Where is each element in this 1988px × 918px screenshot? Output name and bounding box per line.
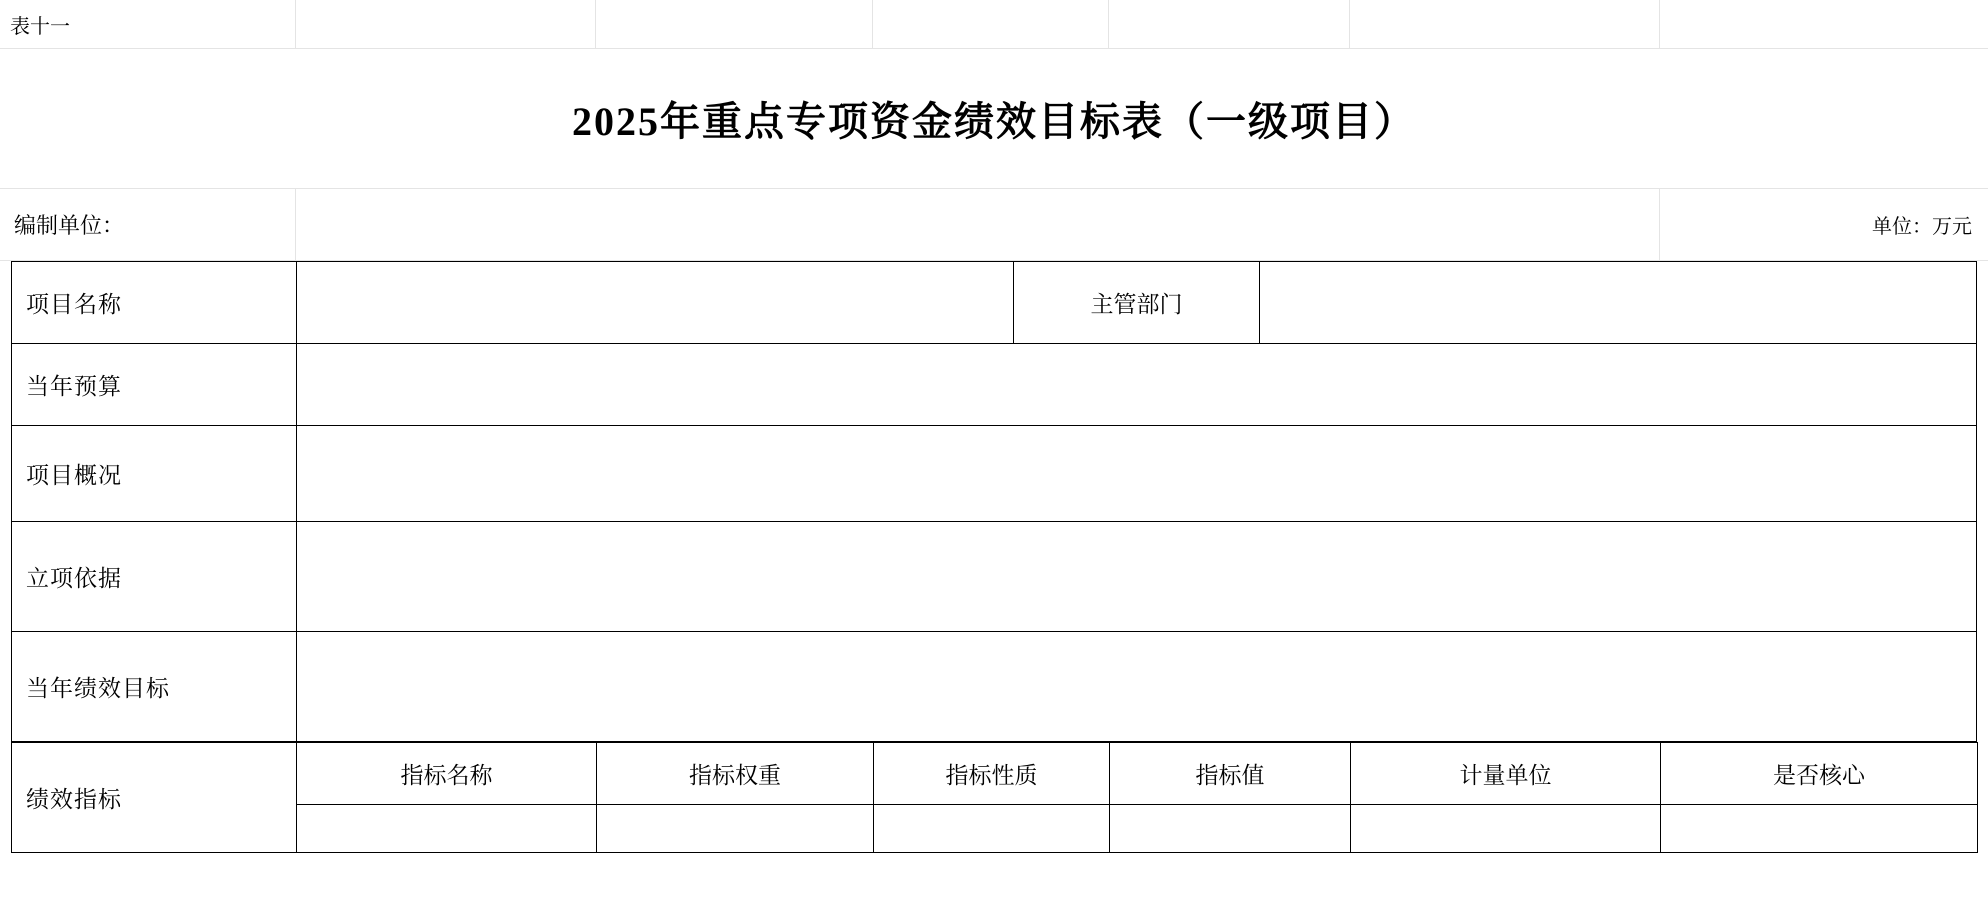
indicator-header-name: 指标名称 [297, 743, 597, 805]
unit-band [0, 189, 1988, 261]
dept-label: 主管部门 [1014, 262, 1260, 344]
indicator-header-unit: 计量单位 [1351, 743, 1661, 805]
grid-cell-d[interactable] [873, 0, 1109, 48]
compiling-unit-label: 编制单位： [0, 189, 296, 260]
overview-label: 项目概况 [12, 426, 297, 522]
goal-input[interactable] [297, 632, 1977, 742]
indicator-cell-name[interactable] [297, 805, 597, 853]
grid-cell-g[interactable] [1660, 0, 1988, 48]
sheet-tag-cell[interactable]: 表十一 [0, 0, 296, 48]
indicator-header-value: 指标值 [1110, 743, 1351, 805]
indicator-header-nature: 指标性质 [874, 743, 1110, 805]
budget-input[interactable] [297, 344, 1977, 426]
project-name-label: 项目名称 [12, 262, 297, 344]
indicator-label: 绩效指标 [12, 743, 297, 853]
basis-input[interactable] [297, 522, 1977, 632]
indicator-header-row [12, 743, 1978, 805]
indicator-data-row [12, 805, 1978, 853]
indicator-cell-nature[interactable] [874, 805, 1110, 853]
grid-cell-b[interactable] [296, 0, 596, 48]
indicator-cell-core[interactable] [1661, 805, 1978, 853]
table-row-basis [12, 522, 1977, 632]
compiling-unit-input[interactable] [296, 189, 1660, 260]
top-grid-row [0, 0, 1988, 49]
indicator-header-core: 是否核心 [1661, 743, 1978, 805]
goal-label: 当年绩效目标 [12, 632, 297, 742]
grid-cell-e[interactable] [1109, 0, 1350, 48]
grid-cell-c[interactable] [596, 0, 873, 48]
table-row-overview [12, 426, 1977, 522]
budget-label: 当年预算 [12, 344, 297, 426]
performance-target-table [11, 261, 1977, 742]
basis-label: 立项依据 [12, 522, 297, 632]
indicator-header-weight: 指标权重 [597, 743, 874, 805]
table-row-project-name [12, 262, 1977, 344]
page-title: 2025年重点专项资金绩效目标表（一级项目） [572, 99, 1416, 144]
overview-input[interactable] [297, 426, 1977, 522]
project-name-input[interactable] [297, 262, 1014, 344]
money-unit-label: 单位：万元 [1872, 216, 1972, 238]
indicator-cell-value[interactable] [1110, 805, 1351, 853]
indicator-table [11, 742, 1978, 853]
dept-input[interactable] [1260, 262, 1977, 344]
title-band [0, 49, 1988, 189]
grid-cell-f[interactable] [1350, 0, 1660, 48]
indicator-cell-unit[interactable] [1351, 805, 1661, 853]
table-row-goal [12, 632, 1977, 742]
table-row-budget [12, 344, 1977, 426]
indicator-cell-weight[interactable] [597, 805, 874, 853]
